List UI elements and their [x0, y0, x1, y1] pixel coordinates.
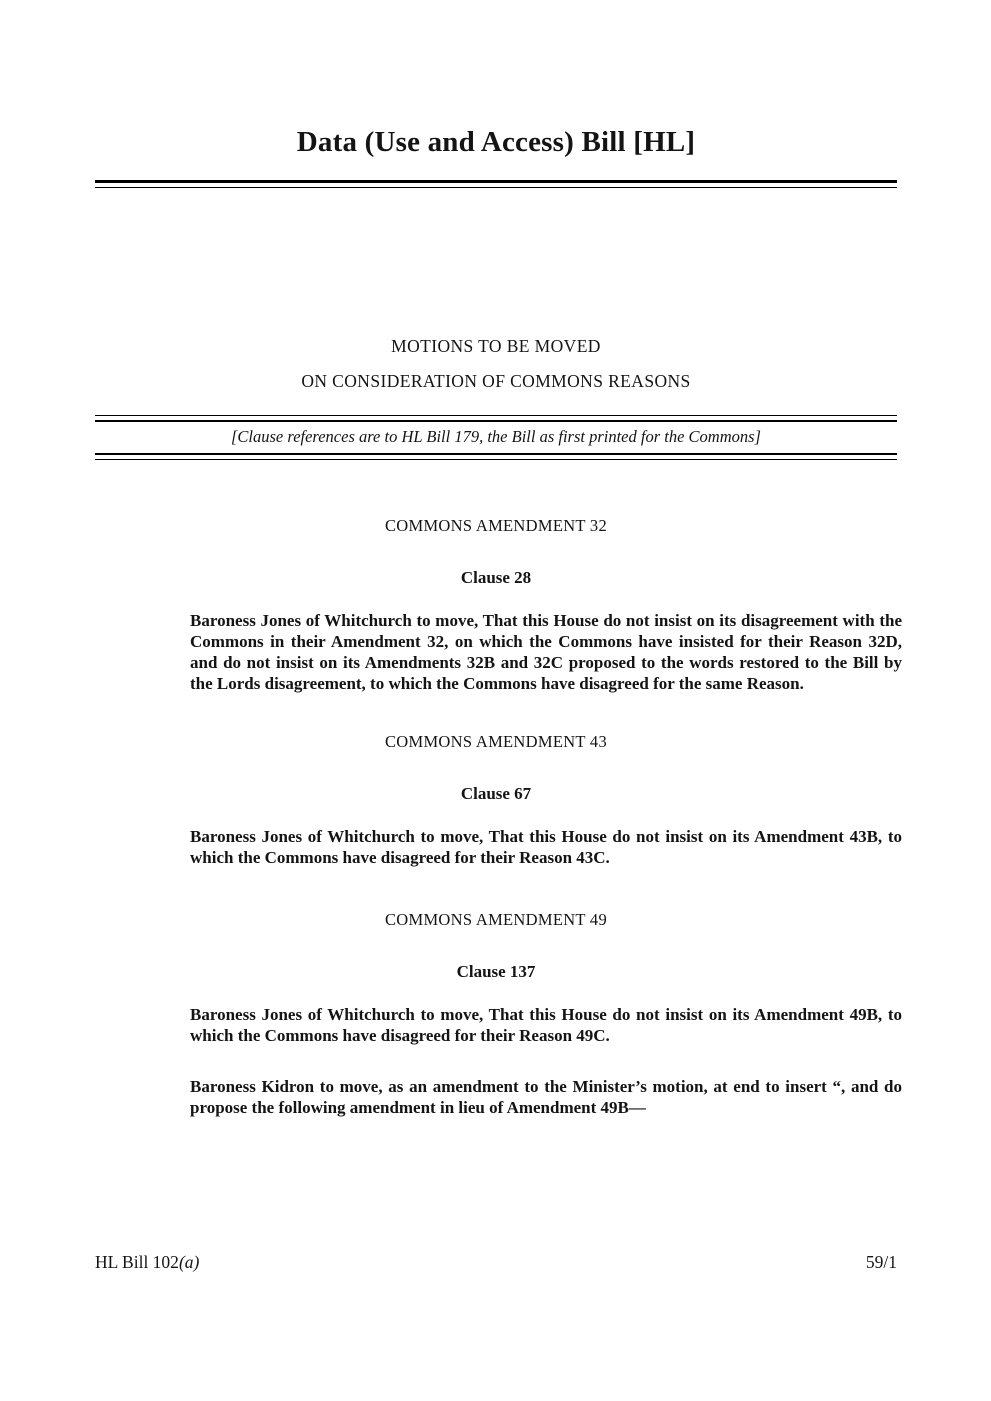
motion-paragraph: Baroness Jones of Whitchurch to move, That this House do not insist on its disagreement with the Commons in their Amendment 32, on which the Commons have insisted for their Reason 32D, and do not insist on its Amendments 32B and 32C proposed to the words restored to the Bill by the Lords disagreement, to which the Commons have disagreed for the same Reason.	[190, 610, 902, 693]
footer-bill-number-text: HL Bill 102	[95, 1252, 179, 1272]
footer-bill-number	[95, 1252, 199, 1273]
clause-reference-note: [Clause references are to HL Bill 179, the Bill as first printed for the Commons]	[231, 426, 761, 446]
clause-label-28: Clause 28	[460, 567, 532, 587]
motion-paragraph: Baroness Jones of Whitchurch to move, That this House do not insist on its Amendment 43B, to which the Commons have disagreed for their Reason 43C.	[190, 826, 902, 868]
page-footer	[95, 1252, 897, 1273]
footer-bill-number-suffix: (a)	[178, 1252, 200, 1272]
section-heading-amendment-43: COMMONS AMENDMENT 43	[384, 731, 608, 751]
subtitle-line-2: ON CONSIDERATION OF COMMONS REASONS	[301, 370, 691, 391]
motion-paragraph: Baroness Kidron to move, as an amendment to the Minister’s motion, at end to insert “, and do propose the following amendment in lieu of Amendment 49B—	[190, 1077, 902, 1118]
section-heading-amendment-32: COMMONS AMENDMENT 32	[384, 515, 608, 535]
subtitle-line-1: MOTIONS TO BE MOVED	[391, 335, 601, 356]
page-title: Data (Use and Access) Bill [HL]	[296, 126, 696, 159]
footer-session-number: 59/1	[865, 1252, 897, 1272]
title-double-rule	[95, 180, 897, 188]
note-top-rule	[95, 415, 897, 422]
section-heading-amendment-49: COMMONS AMENDMENT 49	[384, 910, 608, 930]
clause-label-67: Clause 67	[460, 783, 532, 803]
clause-reference-note-box	[95, 415, 897, 460]
clause-label-137: Clause 137	[456, 962, 536, 982]
motion-paragraph: Baroness Jones of Whitchurch to move, That this House do not insist on its Amendment 49B, to which the Commons have disagreed for their Reason 49C.	[190, 1005, 902, 1046]
note-bottom-rule	[95, 453, 897, 460]
